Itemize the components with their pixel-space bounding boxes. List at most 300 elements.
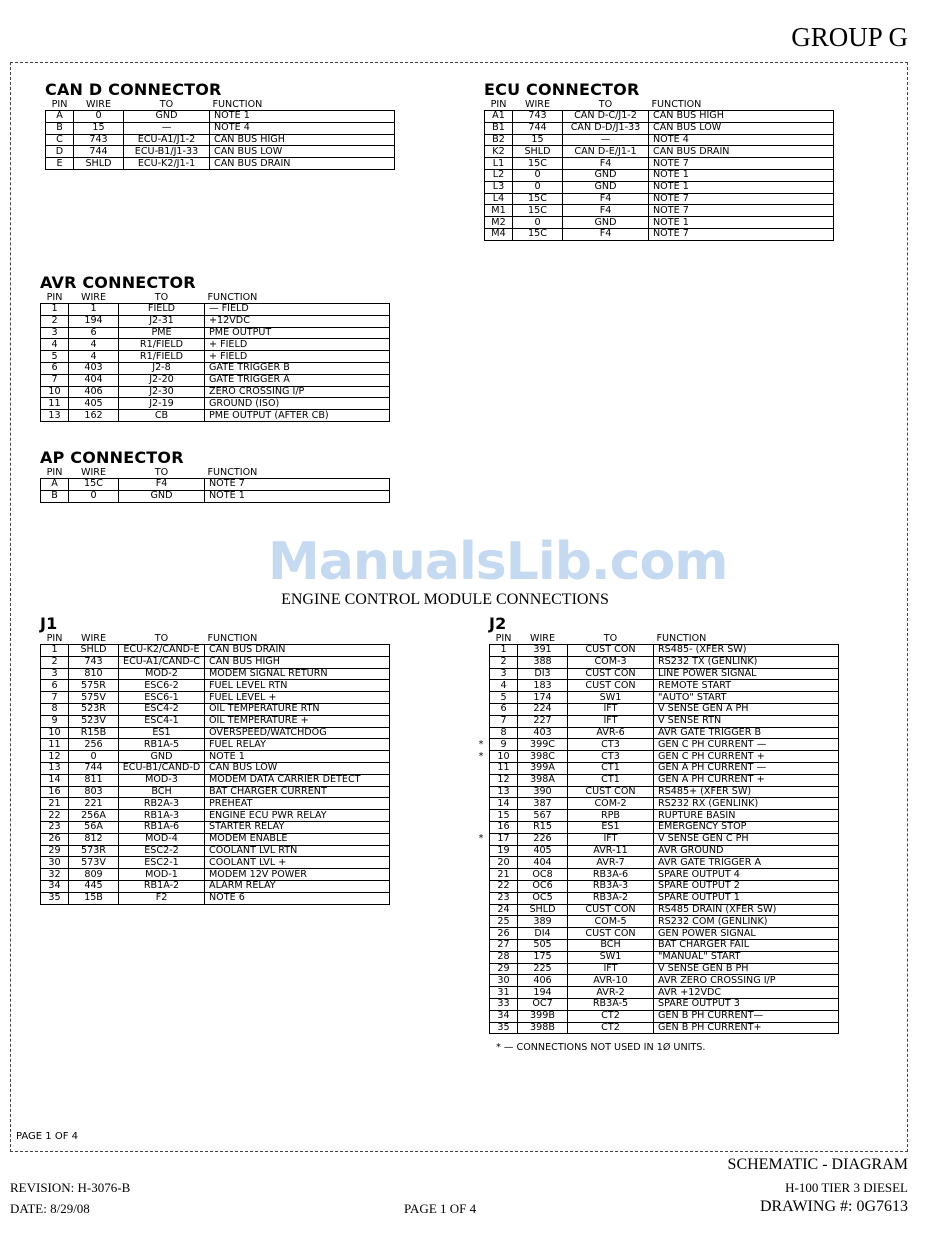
cell-to: RB1A-3: [119, 810, 205, 822]
cell-pin: 30: [41, 857, 69, 869]
cell-to: GND: [119, 490, 205, 502]
header-function: FUNCTION: [207, 291, 258, 303]
cell-wire: 15C: [513, 205, 563, 217]
cell-pin: 21: [490, 869, 518, 881]
cell-function: BAT CHARGER CURRENT: [205, 786, 390, 798]
cell-function: RS232 TX (GENLINK): [654, 656, 839, 668]
table-row: [490, 904, 839, 916]
cell-wire: 810: [69, 668, 119, 680]
table-row: [490, 939, 839, 951]
cell-to: ESC4-2: [119, 703, 205, 715]
cell-wire: 398C: [518, 751, 568, 763]
cell-function: V SENSE GEN B PH: [654, 963, 839, 975]
cell-to: ECU-K2/CAND-E: [119, 645, 205, 657]
cell-wire: 194: [518, 987, 568, 999]
cell-pin: [478, 833, 518, 845]
header-to: TO: [159, 98, 174, 110]
pin-value: 10: [497, 750, 510, 762]
cell-pin: 35: [41, 892, 69, 904]
table-row: [490, 857, 839, 869]
ecu-section: [484, 80, 834, 241]
cell-wire: 403: [69, 362, 119, 374]
avr-section: [40, 273, 390, 422]
cell-function: SPARE OUTPUT 3: [654, 998, 839, 1010]
cell-function: GEN B PH CURRENT—: [654, 1010, 839, 1022]
table-row: [485, 181, 834, 193]
table-header-row: [41, 292, 390, 304]
cell-wire: 387: [518, 798, 568, 810]
cell-wire: 523V: [69, 715, 119, 727]
table-row: [41, 490, 390, 502]
table-row: [41, 339, 390, 351]
cell-function: LINE POWER SIGNAL: [654, 668, 839, 680]
j2-section: [478, 614, 839, 1034]
cell-to: MOD-3: [119, 774, 205, 786]
cell-to: J2-31: [119, 315, 205, 327]
header-function: FUNCTION: [207, 632, 258, 644]
table-row: [41, 727, 390, 739]
table-row: [41, 386, 390, 398]
cell-to: COM-3: [568, 656, 654, 668]
cell-function: NOTE 6: [205, 892, 390, 904]
cell-function: PREHEAT: [205, 798, 390, 810]
cell-wire: 391: [518, 645, 568, 657]
cell-function: AVR +12VDC: [654, 987, 839, 999]
table-row: [490, 998, 839, 1010]
cell-pin: 8: [41, 703, 69, 715]
header-pin: PIN: [51, 98, 68, 110]
cell-to: RB3A-3: [568, 880, 654, 892]
cell-function: + FIELD: [205, 351, 390, 363]
cell-to: CAN D-D/J1-33: [563, 122, 649, 134]
ap-section: [40, 448, 390, 503]
cell-pin: 6: [41, 362, 69, 374]
cell-pin: 23: [490, 892, 518, 904]
cell-pin: 2: [41, 315, 69, 327]
table-header-row: [41, 467, 390, 479]
table-row: [41, 833, 390, 845]
cell-to: RPB: [568, 810, 654, 822]
cell-function: SPARE OUTPUT 2: [654, 880, 839, 892]
cell-wire: 575V: [69, 692, 119, 704]
cell-to: CUST CON: [568, 668, 654, 680]
cell-function: ALARM RELAY: [205, 880, 390, 892]
cell-pin: M1: [485, 205, 513, 217]
table-row: [490, 762, 839, 774]
cell-wire: 56A: [69, 821, 119, 833]
header-function: FUNCTION: [212, 98, 263, 110]
table-row: [41, 762, 390, 774]
table-row: [490, 680, 839, 692]
table-row: [490, 821, 839, 833]
table-row: [46, 111, 395, 123]
table-row: [490, 1010, 839, 1022]
table-row: [490, 656, 839, 668]
cell-wire: 4: [69, 351, 119, 363]
cell-wire: 256A: [69, 810, 119, 822]
table-row: [41, 798, 390, 810]
table-row: [41, 351, 390, 363]
cell-pin: 27: [490, 939, 518, 951]
cell-wire: 224: [518, 703, 568, 715]
cell-pin: 11: [41, 398, 69, 410]
cell-wire: 573V: [69, 857, 119, 869]
table-row: [490, 786, 839, 798]
cell-wire: 567: [518, 810, 568, 822]
cell-pin: 35: [490, 1022, 518, 1034]
cell-function: CAN BUS HIGH: [649, 111, 834, 123]
cell-to: ES1: [119, 727, 205, 739]
cell-function: GATE TRIGGER A: [205, 374, 390, 386]
cell-wire: 0: [69, 490, 119, 502]
cell-to: J2-20: [119, 374, 205, 386]
cell-function: V SENSE GEN C PH: [654, 833, 839, 845]
cell-to: RB3A-2: [568, 892, 654, 904]
cell-wire: SHLD: [69, 645, 119, 657]
header-wire: WIRE: [80, 632, 107, 644]
j2-table: [478, 632, 839, 1034]
cell-pin: M4: [485, 228, 513, 240]
asterisk-mark: *: [478, 738, 484, 750]
table-row: [490, 869, 839, 881]
cell-to: CAN D-C/J1-2: [563, 111, 649, 123]
cell-function: NOTE 7: [649, 158, 834, 170]
cell-pin: 21: [41, 798, 69, 810]
cell-to: F4: [563, 228, 649, 240]
pin-value: 17: [497, 833, 510, 845]
table-row: [490, 987, 839, 999]
cell-wire: 4: [69, 339, 119, 351]
table-row: [46, 122, 395, 134]
cell-wire: 406: [518, 975, 568, 987]
table-row: [41, 892, 390, 904]
avr-title: AVR CONNECTOR: [40, 273, 196, 292]
cell-to: RB1A-2: [119, 880, 205, 892]
cell-pin: 30: [490, 975, 518, 987]
cell-function: +12VDC: [205, 315, 390, 327]
cell-pin: A: [46, 111, 74, 123]
table-row: [490, 1022, 839, 1034]
cell-pin: 1: [41, 645, 69, 657]
cell-wire: 256: [69, 739, 119, 751]
cell-pin: B2: [485, 134, 513, 146]
cell-to: ESC6-1: [119, 692, 205, 704]
cell-function: ENGINE ECU PWR RELAY: [205, 810, 390, 822]
cell-pin: 3: [490, 668, 518, 680]
cell-wire: R15B: [69, 727, 119, 739]
cell-function: — FIELD: [205, 304, 390, 316]
cell-to: RB2A-3: [119, 798, 205, 810]
cell-wire: 226: [518, 833, 568, 845]
cell-to: R1/FIELD: [119, 351, 205, 363]
cell-function: AVR ZERO CROSSING I/P: [654, 975, 839, 987]
table-row: [41, 304, 390, 316]
cell-to: RB3A-5: [568, 998, 654, 1010]
cell-pin: 13: [41, 762, 69, 774]
pin-value: 9: [500, 738, 507, 750]
ecu-title: ECU CONNECTOR: [484, 80, 640, 99]
cell-pin: L2: [485, 169, 513, 181]
table-header-row: [41, 633, 390, 645]
cell-wire: R15: [518, 821, 568, 833]
cell-function: RS485- (XFER SW): [654, 645, 839, 657]
cell-to: CAN D-E/J1-1: [563, 146, 649, 158]
table-row: [490, 810, 839, 822]
cell-wire: 15: [513, 134, 563, 146]
cell-to: CT2: [568, 1010, 654, 1022]
cell-pin: B1: [485, 122, 513, 134]
doc-type: SCHEMATIC - DIAGRAM: [727, 1156, 908, 1173]
cell-wire: 399B: [518, 1010, 568, 1022]
cell-to: GND: [563, 169, 649, 181]
cell-pin: 16: [41, 786, 69, 798]
cell-function: AVR GROUND: [654, 845, 839, 857]
cell-to: MOD-2: [119, 668, 205, 680]
can-d-section: [45, 80, 395, 170]
table-row: [46, 146, 395, 158]
cell-function: CAN BUS HIGH: [210, 134, 395, 146]
table-row: [41, 715, 390, 727]
header-wire: WIRE: [80, 466, 107, 478]
cell-pin: 20: [490, 857, 518, 869]
cell-pin: 29: [490, 963, 518, 975]
cell-to: AVR-11: [568, 845, 654, 857]
table-row: [490, 703, 839, 715]
cell-wire: 0: [513, 169, 563, 181]
cell-to: BCH: [119, 786, 205, 798]
table-row: [41, 774, 390, 786]
cell-to: CT3: [568, 739, 654, 751]
table-row: [485, 122, 834, 134]
cell-pin: M2: [485, 217, 513, 229]
table-row: [41, 810, 390, 822]
cell-to: ECU-K2/J1-1: [124, 158, 210, 170]
cell-function: GEN C PH CURRENT +: [654, 751, 839, 763]
cell-to: ECU-A1/J1-2: [124, 134, 210, 146]
cell-pin: [478, 738, 518, 751]
cell-function: RUPTURE BASIN: [654, 810, 839, 822]
cell-pin: 1: [490, 645, 518, 657]
cell-pin: 2: [490, 656, 518, 668]
cell-wire: 398A: [518, 774, 568, 786]
watermark: ManualsLib.com: [268, 532, 728, 592]
cell-pin: 5: [490, 692, 518, 704]
table-header-row: [485, 99, 834, 111]
cell-to: CT3: [568, 751, 654, 763]
cell-function: NOTE 1: [649, 169, 834, 181]
table-row: [485, 158, 834, 170]
cell-function: COOLANT LVL RTN: [205, 845, 390, 857]
cell-wire: 174: [518, 692, 568, 704]
cell-to: CUST CON: [568, 928, 654, 940]
cell-to: J2-30: [119, 386, 205, 398]
cell-function: MODEM 12V POWER: [205, 869, 390, 881]
cell-to: CT2: [568, 1022, 654, 1034]
table-row: [485, 146, 834, 158]
cell-wire: OC6: [518, 880, 568, 892]
page-number: PAGE 1 OF 4: [404, 1201, 477, 1216]
cell-pin: 12: [490, 774, 518, 786]
cell-wire: 404: [518, 857, 568, 869]
header-pin: PIN: [46, 466, 63, 478]
table-row: [485, 193, 834, 205]
cell-pin: [478, 750, 518, 763]
table-row: [490, 751, 839, 763]
cell-to: J2-8: [119, 362, 205, 374]
cell-pin: 32: [41, 869, 69, 881]
j1-table: [40, 633, 390, 905]
cell-wire: 404: [69, 374, 119, 386]
cell-wire: 389: [518, 916, 568, 928]
header-to: TO: [154, 632, 169, 644]
header-function: FUNCTION: [656, 632, 707, 644]
cell-pin: 16: [490, 821, 518, 833]
j2-title: J2: [489, 614, 507, 633]
cell-wire: 0: [74, 111, 124, 123]
header-wire: WIRE: [529, 632, 556, 644]
cell-wire: 743: [69, 656, 119, 668]
cell-to: GND: [124, 111, 210, 123]
cell-function: NOTE 1: [649, 217, 834, 229]
cell-pin: 6: [490, 703, 518, 715]
cell-wire: 405: [69, 398, 119, 410]
cell-function: COOLANT LVL +: [205, 857, 390, 869]
table-row: [41, 857, 390, 869]
cell-wire: 183: [518, 680, 568, 692]
cell-pin: B: [41, 490, 69, 502]
cell-wire: 0: [69, 751, 119, 763]
table-row: [41, 880, 390, 892]
cell-wire: DI3: [518, 668, 568, 680]
cell-pin: 2: [41, 656, 69, 668]
cell-wire: 6: [69, 327, 119, 339]
table-row: [41, 315, 390, 327]
cell-function: NOTE 7: [649, 193, 834, 205]
cell-wire: 743: [74, 134, 124, 146]
cell-function: OVERSPEED/WATCHDOG: [205, 727, 390, 739]
cell-function: + FIELD: [205, 339, 390, 351]
cell-to: CUST CON: [568, 904, 654, 916]
cell-pin: D: [46, 146, 74, 158]
cell-to: J2-19: [119, 398, 205, 410]
table-row: [490, 833, 839, 845]
table-row: [490, 975, 839, 987]
cell-pin: 4: [41, 339, 69, 351]
drawing-number: DRAWING #: 0G7613: [759, 1198, 908, 1215]
cell-to: MOD-4: [119, 833, 205, 845]
table-row: [485, 228, 834, 240]
frame-page-number: PAGE 1 OF 4: [16, 1131, 79, 1142]
table-row: [485, 111, 834, 123]
cell-pin: 14: [41, 774, 69, 786]
cell-function: GEN B PH CURRENT+: [654, 1022, 839, 1034]
table-row: [485, 169, 834, 181]
cell-wire: DI4: [518, 928, 568, 940]
asterisk-mark: *: [478, 750, 484, 762]
cell-pin: 11: [490, 762, 518, 774]
table-row: [490, 880, 839, 892]
table-row: [41, 821, 390, 833]
cell-pin: 28: [490, 951, 518, 963]
cell-wire: 445: [69, 880, 119, 892]
cell-function: RS485+ (XFER SW): [654, 786, 839, 798]
cell-function: STARTER RELAY: [205, 821, 390, 833]
cell-function: GEN A PH CURRENT +: [654, 774, 839, 786]
can-d-table: [45, 99, 395, 170]
table-row: [490, 845, 839, 857]
cell-pin: 7: [41, 692, 69, 704]
cell-wire: 406: [69, 386, 119, 398]
cell-pin: 14: [490, 798, 518, 810]
cell-function: RS485 DRAIN (XFER SW): [654, 904, 839, 916]
cell-to: ESC2-1: [119, 857, 205, 869]
cell-pin: L1: [485, 158, 513, 170]
header-function: FUNCTION: [207, 466, 258, 478]
table-row: [485, 205, 834, 217]
header-to: TO: [598, 98, 613, 110]
cell-wire: OC8: [518, 869, 568, 881]
cell-pin: 12: [41, 751, 69, 763]
cell-wire: 398B: [518, 1022, 568, 1034]
cell-to: —: [563, 134, 649, 146]
cell-pin: 31: [490, 987, 518, 999]
cell-wire: 399A: [518, 762, 568, 774]
cell-pin: 9: [41, 715, 69, 727]
cell-wire: 15B: [69, 892, 119, 904]
table-row: [41, 327, 390, 339]
cell-to: AVR-10: [568, 975, 654, 987]
cell-function: "MANUAL" START: [654, 951, 839, 963]
table-row: [41, 845, 390, 857]
cell-pin: 6: [41, 680, 69, 692]
cell-function: ZERO CROSSING I/P: [205, 386, 390, 398]
header-pin: PIN: [490, 98, 507, 110]
cell-to: R1/FIELD: [119, 339, 205, 351]
cell-function: "AUTO" START: [654, 692, 839, 704]
cell-wire: 812: [69, 833, 119, 845]
cell-to: AVR-2: [568, 987, 654, 999]
header-wire: WIRE: [80, 291, 107, 303]
cell-pin: 3: [41, 668, 69, 680]
table-row: [41, 680, 390, 692]
cell-to: AVR-6: [568, 727, 654, 739]
cell-wire: SHLD: [74, 158, 124, 170]
cell-function: FUEL LEVEL +: [205, 692, 390, 704]
table-row: [41, 410, 390, 422]
table-row: [41, 692, 390, 704]
cell-wire: 0: [513, 181, 563, 193]
cell-wire: OC7: [518, 998, 568, 1010]
cell-wire: 390: [518, 786, 568, 798]
cell-wire: 573R: [69, 845, 119, 857]
table-row: [41, 739, 390, 751]
cell-to: CUST CON: [568, 680, 654, 692]
cell-wire: 811: [69, 774, 119, 786]
cell-wire: 388: [518, 656, 568, 668]
cell-pin: 11: [41, 739, 69, 751]
table-row: [46, 158, 395, 170]
cell-to: F4: [563, 193, 649, 205]
table-row: [490, 739, 839, 751]
table-header-row: [490, 633, 839, 645]
table-row: [41, 703, 390, 715]
table-row: [41, 479, 390, 491]
cell-function: NOTE 4: [649, 134, 834, 146]
cell-wire: 221: [69, 798, 119, 810]
cell-pin: 10: [41, 386, 69, 398]
cell-function: NOTE 1: [205, 751, 390, 763]
cell-to: COM-2: [568, 798, 654, 810]
